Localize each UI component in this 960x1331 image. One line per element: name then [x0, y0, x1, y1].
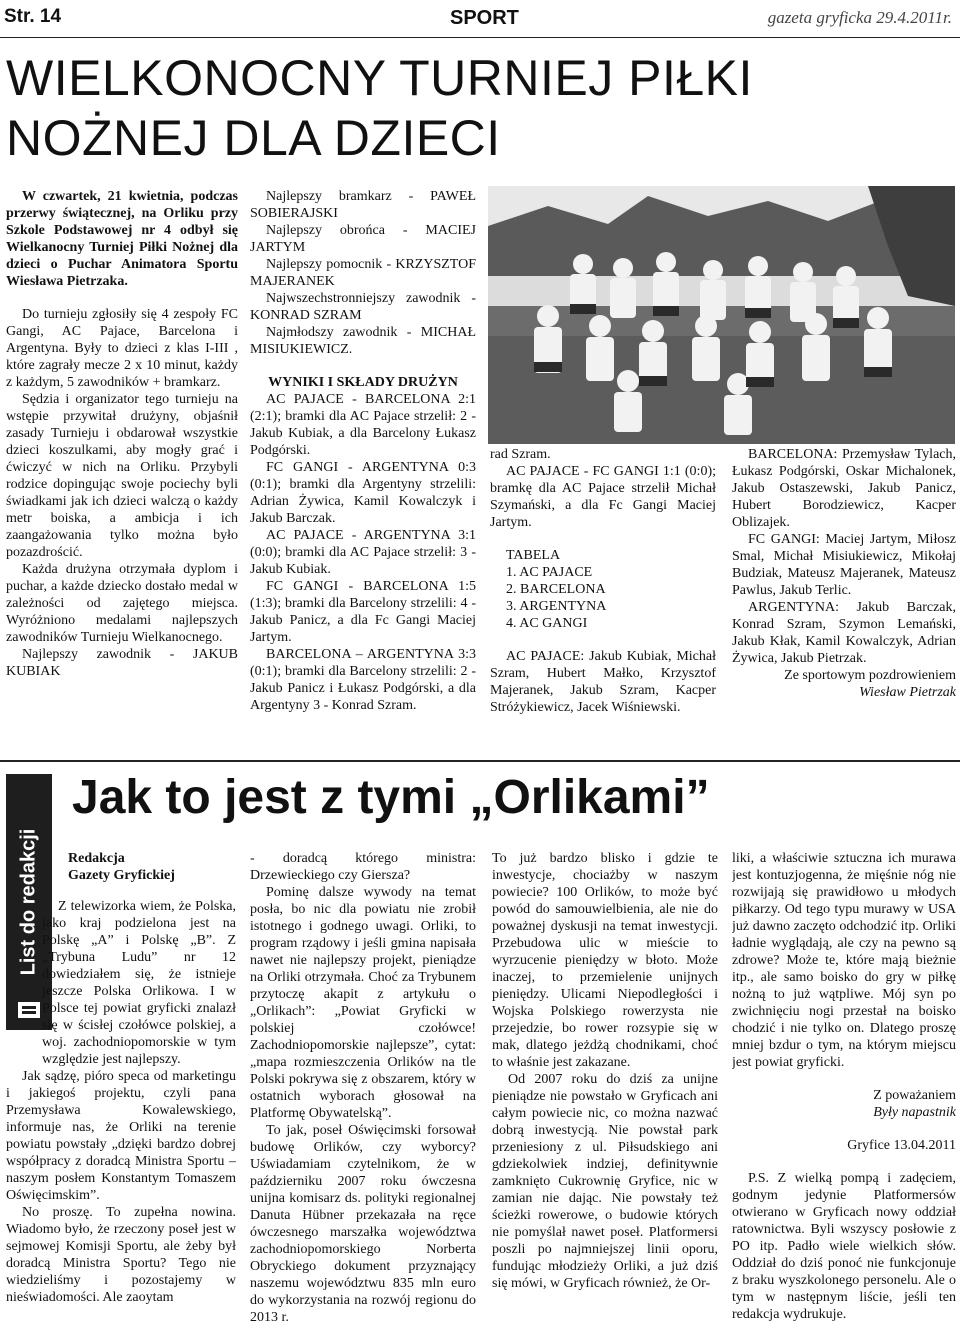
match-result: AC PAJACE - BARCELONA 2:1 (2:1); bramki dla AC Pajace strzelił: 2 - Jakub Kubiak, a dla Barcelony Łukasz Podgórski.	[250, 392, 476, 458]
paragraph: To już bardzo blisko i gdzie te inwestycje, chociażby w naszym powiecie? 100 Orlików, to może być powód do samouwielbienia, ale nie do poważnej dyskusji na temat inwestycji. Przebudowa ulic w mieście to wyrzucenie pieniędzy w błoto. Może inaczej, to przemielenie unijnych pieniędzy. Ulicami Niepodległości i Wojska Polskiego rowerzysta nie przejedzie, bo rower rozsypie się w mak, dlatego jeżdżą chodnikami, choć to właśnie jest zakazane.	[492, 851, 718, 1070]
team-group-photo	[488, 186, 955, 444]
page-header	[0, 0, 960, 38]
match-result: AC PAJACE - FC GANGI 1:1 (0:0); bramkę dla AC Pajace strzelił Michał Szymański, a dla Fc Gangi Maciej Jartym.	[490, 464, 716, 530]
closing-line: Ze sportowym pozdrowieniem	[784, 668, 956, 683]
results-heading: WYNIKI I SKŁADY DRUŻYN	[268, 375, 458, 390]
photo-icon	[488, 186, 955, 444]
paragraph: Od 2007 roku do dziś za unijne pieniądze nie powstało w Gryficach ani całym powiecie nic, co można nazwać dobrą inwestycją. Nie powstał park przeniesiony z ul. Piłsudskiego ani gdziekolwiek indziej, definitywnie zamknięto Cukrownię Gryfice, nic w zamian nie dając. Nie powstały też ścieżki rowerowe, o budowie których nie pomyślał nawet poseł. Platformersi poszli po najmniejszej linii oporu, fundując młodzieży Orliki, a już dziś się mówi, w Gryficach również, że Or-	[492, 1072, 718, 1291]
paragraph: Najlepszy zawodnik - JAKUB KUBIAK	[6, 647, 238, 679]
section-label: SPORT	[450, 7, 519, 29]
team-squad: FC GANGI: Maciej Jartym, Miłosz Smal, Michał Misiukiewicz, Mikołaj Budziak, Mateusz Majeranek, Mateusz Pawlus, Jakub Terlic.	[732, 532, 956, 598]
page-number: Str. 14	[4, 6, 62, 27]
match-result: BARCELONA – ARGENTYNA 3:3 (0:1); bramki dla Barcelony strzelili: 2 - Jakub Panicz i Łukasz Podgórski, a dla Argentyny 3 - Konrad Szram.	[250, 647, 476, 713]
letter-headline: Jak to jest z tymi „Orlikami”	[72, 771, 710, 824]
article1-column-4	[732, 446, 956, 746]
article-lead: W czwartek, 21 kwietnia, podczas przerwy świątecznej, na Orliku przy Szkole Podstawowej nr 4 odbył się Wielkanocny Turniej Piłki Nożnej dla dzieci o Puchar Animatora Sportu Wiesława Pietrzaka.	[6, 189, 238, 289]
article1-column-1	[6, 188, 238, 748]
table-heading: TABELA	[506, 548, 561, 563]
match-result: AC PAJACE - ARGENTYNA 3:1 (0:0); bramki dla AC Pajace strzelił: 3 - Jakub Kubiak.	[250, 528, 476, 577]
paragraph-continuation: rad Szram.	[490, 447, 551, 462]
closing-line: Z poważaniem	[873, 1088, 956, 1103]
addressee-line: Gazety Gryfickiej	[68, 868, 175, 883]
headline-line-2: NOŻNEJ DLA DZIECI	[6, 110, 501, 166]
letter-date: Gryfice 13.04.2011	[847, 1138, 956, 1153]
author-signature: Były napastnik	[873, 1105, 956, 1120]
standings-row: 2. BARCELONA	[506, 582, 606, 597]
paragraph: liki, a właściwie sztuczna ich murawa jest kontuzjogenna, że mięśnie nóg nie rozwijają się prawidłowo u młodych piłkarzy. Od tego typu murawy w USA już dawno zaczęto odchodzić itp. Orliki ładnie wyglądają, ale czy na pewno są zdrowe? Może te, które mają bieżnie itp., ale samo boisko do gry w piłkę nożną to już wątpliwe. Mój syn po zwichnięciu nogi przestał na boisko chodzić i nie tylko on. Dlatego proszę mniej bzdur o tym, na którym miejscu jest powiat gryficki.	[732, 851, 956, 1070]
paragraph: Do turnieju zgłosiły się 4 zespoły FC Gangi, AC Pajace, Barcelona i Argentyna. Były to dzieci z klas I-III , które zagrały mecze 2 x 10 minut, każdy z każdym, 5 zawodników + bramkarz.	[6, 307, 238, 390]
paragraph: Z telewizorka wiem, że Polska, jako kraj podzielona jest na Polskę „A” i Polskę „B”. Z „Trybuna Ludu” nr 12 dowiedziałem się, że istnieje jeszcze Polska Orlikowa. I w Polsce tej powiat gryficki znalazł się w ścisłej czołówce polskiej, a woj. zachodniopomorskie w tym względzie jest najlepszy.	[42, 899, 236, 1067]
match-result: FC GANGI - ARGENTYNA 0:3 (0:1); bramki dla Argentyny strzelili: Adrian Żywica, Kamil Kowalczyk i Jakub Barczak.	[250, 460, 476, 526]
team-squad: ARGENTYNA: Jakub Barczak, Konrad Szram, Szymon Lemański, Jakub Kłak, Kamil Kowalczyk, Adrian Żywica, Jakub Pietrzak.	[732, 600, 956, 666]
match-result: FC GANGI - BARCELONA 1:5 (1:3); bramki dla Barcelony strzelili: 4 - Jakub Panicz, a dla Fc Gangi Maciej Jartym.	[250, 579, 476, 645]
section-divider	[0, 760, 960, 762]
paragraph: Sędzia i organizator tego turnieju na wstępie przywitał drużyny, objaśnił zasady Turnieju i obdarował wszystkie dzieci koszulkami, aby mogły grać i ćwiczyć w nich na Orliku. Przybyli rodzice dopingując swoje pociechy byli świadkami jak ich dzieci walczą o każdy metr boiska, a ambicja i ich zaangażowania tylko można było pozazdrościć.	[6, 392, 238, 560]
author-signature: Wiesław Pietrzak	[859, 685, 956, 700]
paragraph: - doradcą którego ministra: Drzewieckiego czy Giersza?	[250, 851, 476, 883]
paragraph: Najlepszy pomocnik - KRZYSZTOF MAJERANEK	[250, 257, 476, 289]
standings-row: 4. AC GANGI	[506, 616, 588, 631]
article2-column-4	[732, 850, 956, 1328]
standings-row: 3. ARGENTYNA	[506, 599, 607, 614]
letter-addressee	[6, 850, 236, 884]
standings-table	[490, 564, 716, 632]
letters-tab-label: List do redakcji	[17, 828, 40, 976]
postscript: P.S. Z wielką pompą i zadęciem, godnym jedynie Platformersów otwierano w Gryficach nowy oddział ratownictwa. Byli wszyscy posłowie z PO itp. Padło wiele wielkich słów. Oddział do dziś ponoć nie funkcjonuje z braku wyszkolonego personelu. Ale o tym w następnym liście, jeśli ten redakcja wydrukuje.	[732, 1171, 956, 1322]
article1-column-3	[490, 446, 716, 746]
article2-column-3	[492, 850, 718, 1328]
paragraph: Najmłodszy zawodnik - MICHAŁ MISIUKIEWICZ.	[250, 325, 476, 357]
team-squad: BARCELONA: Przemysław Tylach, Łukasz Podgórski, Oskar Michalonek, Jakub Ostaszewski, Jakub Panicz, Hubert Borodziewicz, Kacper Oblizajek.	[732, 447, 956, 530]
article2-column-1	[6, 850, 236, 1328]
article1-column-2	[250, 188, 476, 748]
paragraph: Pominę dalsze wywody na temat posła, bo nic dla powiatu nie zrobił istotnego i godnego uwagi. Orliki, to program rządowy i jeśli gmina napisała nawet nie najlepszy projekt, pieniądze na Orliki otrzymała. Choć za Trybunem przytoczę akapit z artykułu o „Orlikach”: „Powiat Gryficki w polskiej czołówce! Zachodniopomorskie najlepsze”, cytat: „mapa rozmieszczenia Orlików na tle Polski pokrywa się z obszarem, który w ostatnich wyborach głosował na Platformę Obywatelską”.	[250, 885, 476, 1121]
publication-date: gazeta gryficka 29.4.2011r.	[767, 8, 952, 27]
team-squad: AC PAJACE: Jakub Kubiak, Michał Szram, Hubert Małko, Krzysztof Majeranek, Jakub Szram, Kacper Stróżykiewicz, Jacek Wiśniewski.	[490, 649, 716, 715]
article2-column-2	[250, 850, 476, 1328]
paragraph: Najlepszy bramkarz - PAWEŁ SOBIERAJSKI	[250, 189, 476, 221]
paragraph: Najwszechstronniejszy zawodnik - KONRAD SZRAM	[250, 291, 476, 323]
paragraph: No proszę. To zupełna nowina. Wiadomo było, że rzeczony poseł jest w sejmowej Komisji Sportu, ale żeby był doradcą Ministra Sportu? Tego nie wiedzieliśmy i pozostajemy w nieświadomości. Ale zaoytam	[6, 1205, 236, 1305]
standings-row: 1. AC PAJACE	[506, 565, 593, 580]
article-headline	[6, 48, 946, 168]
headline-line-1: WIELKONOCNY TURNIEJ PIŁKI	[6, 50, 753, 106]
addressee-line: Redakcja	[68, 851, 125, 866]
paragraph: Każda drużyna otrzymała dyplom i puchar, a każde dziecko dostało medal w zależności od zajętego miejsca. Wyróżniono medalami najlepszych zawodników Turnieju Wielkanocnego.	[6, 562, 238, 645]
paragraph: Najlepszy obrońca - MACIEJ JARTYM	[250, 223, 476, 255]
paragraph: To jak, poseł Oświęcimski forsował budowę Orlików, czy wyborcy? Uświadamiam czytelnikom, że w październiku 2007 roku ówczesna unijna komisarz ds. polityki regionalnej Danuta Hübner przekazała na ręce ówczesnego marszałka województwa zachodniopomorskiego Norberta Obryckiego dokument przyznający naszemu województwu 835 mln euro do wykorzystania na rozwój regionu do 2013 r.	[250, 1123, 476, 1325]
paragraph: Jak sądzę, pióro speca od marketingu i jakiegoś projektu, czyli pana Przemysława Kowalewskiego, informuje nas, że Orliki na terenie powiatu powstały „dzięki bardzo dobrej współpracy z doradcą Ministra Sportu – naszym posłem Konstantym Tomaszem Oświęcimskim”.	[6, 1069, 236, 1203]
